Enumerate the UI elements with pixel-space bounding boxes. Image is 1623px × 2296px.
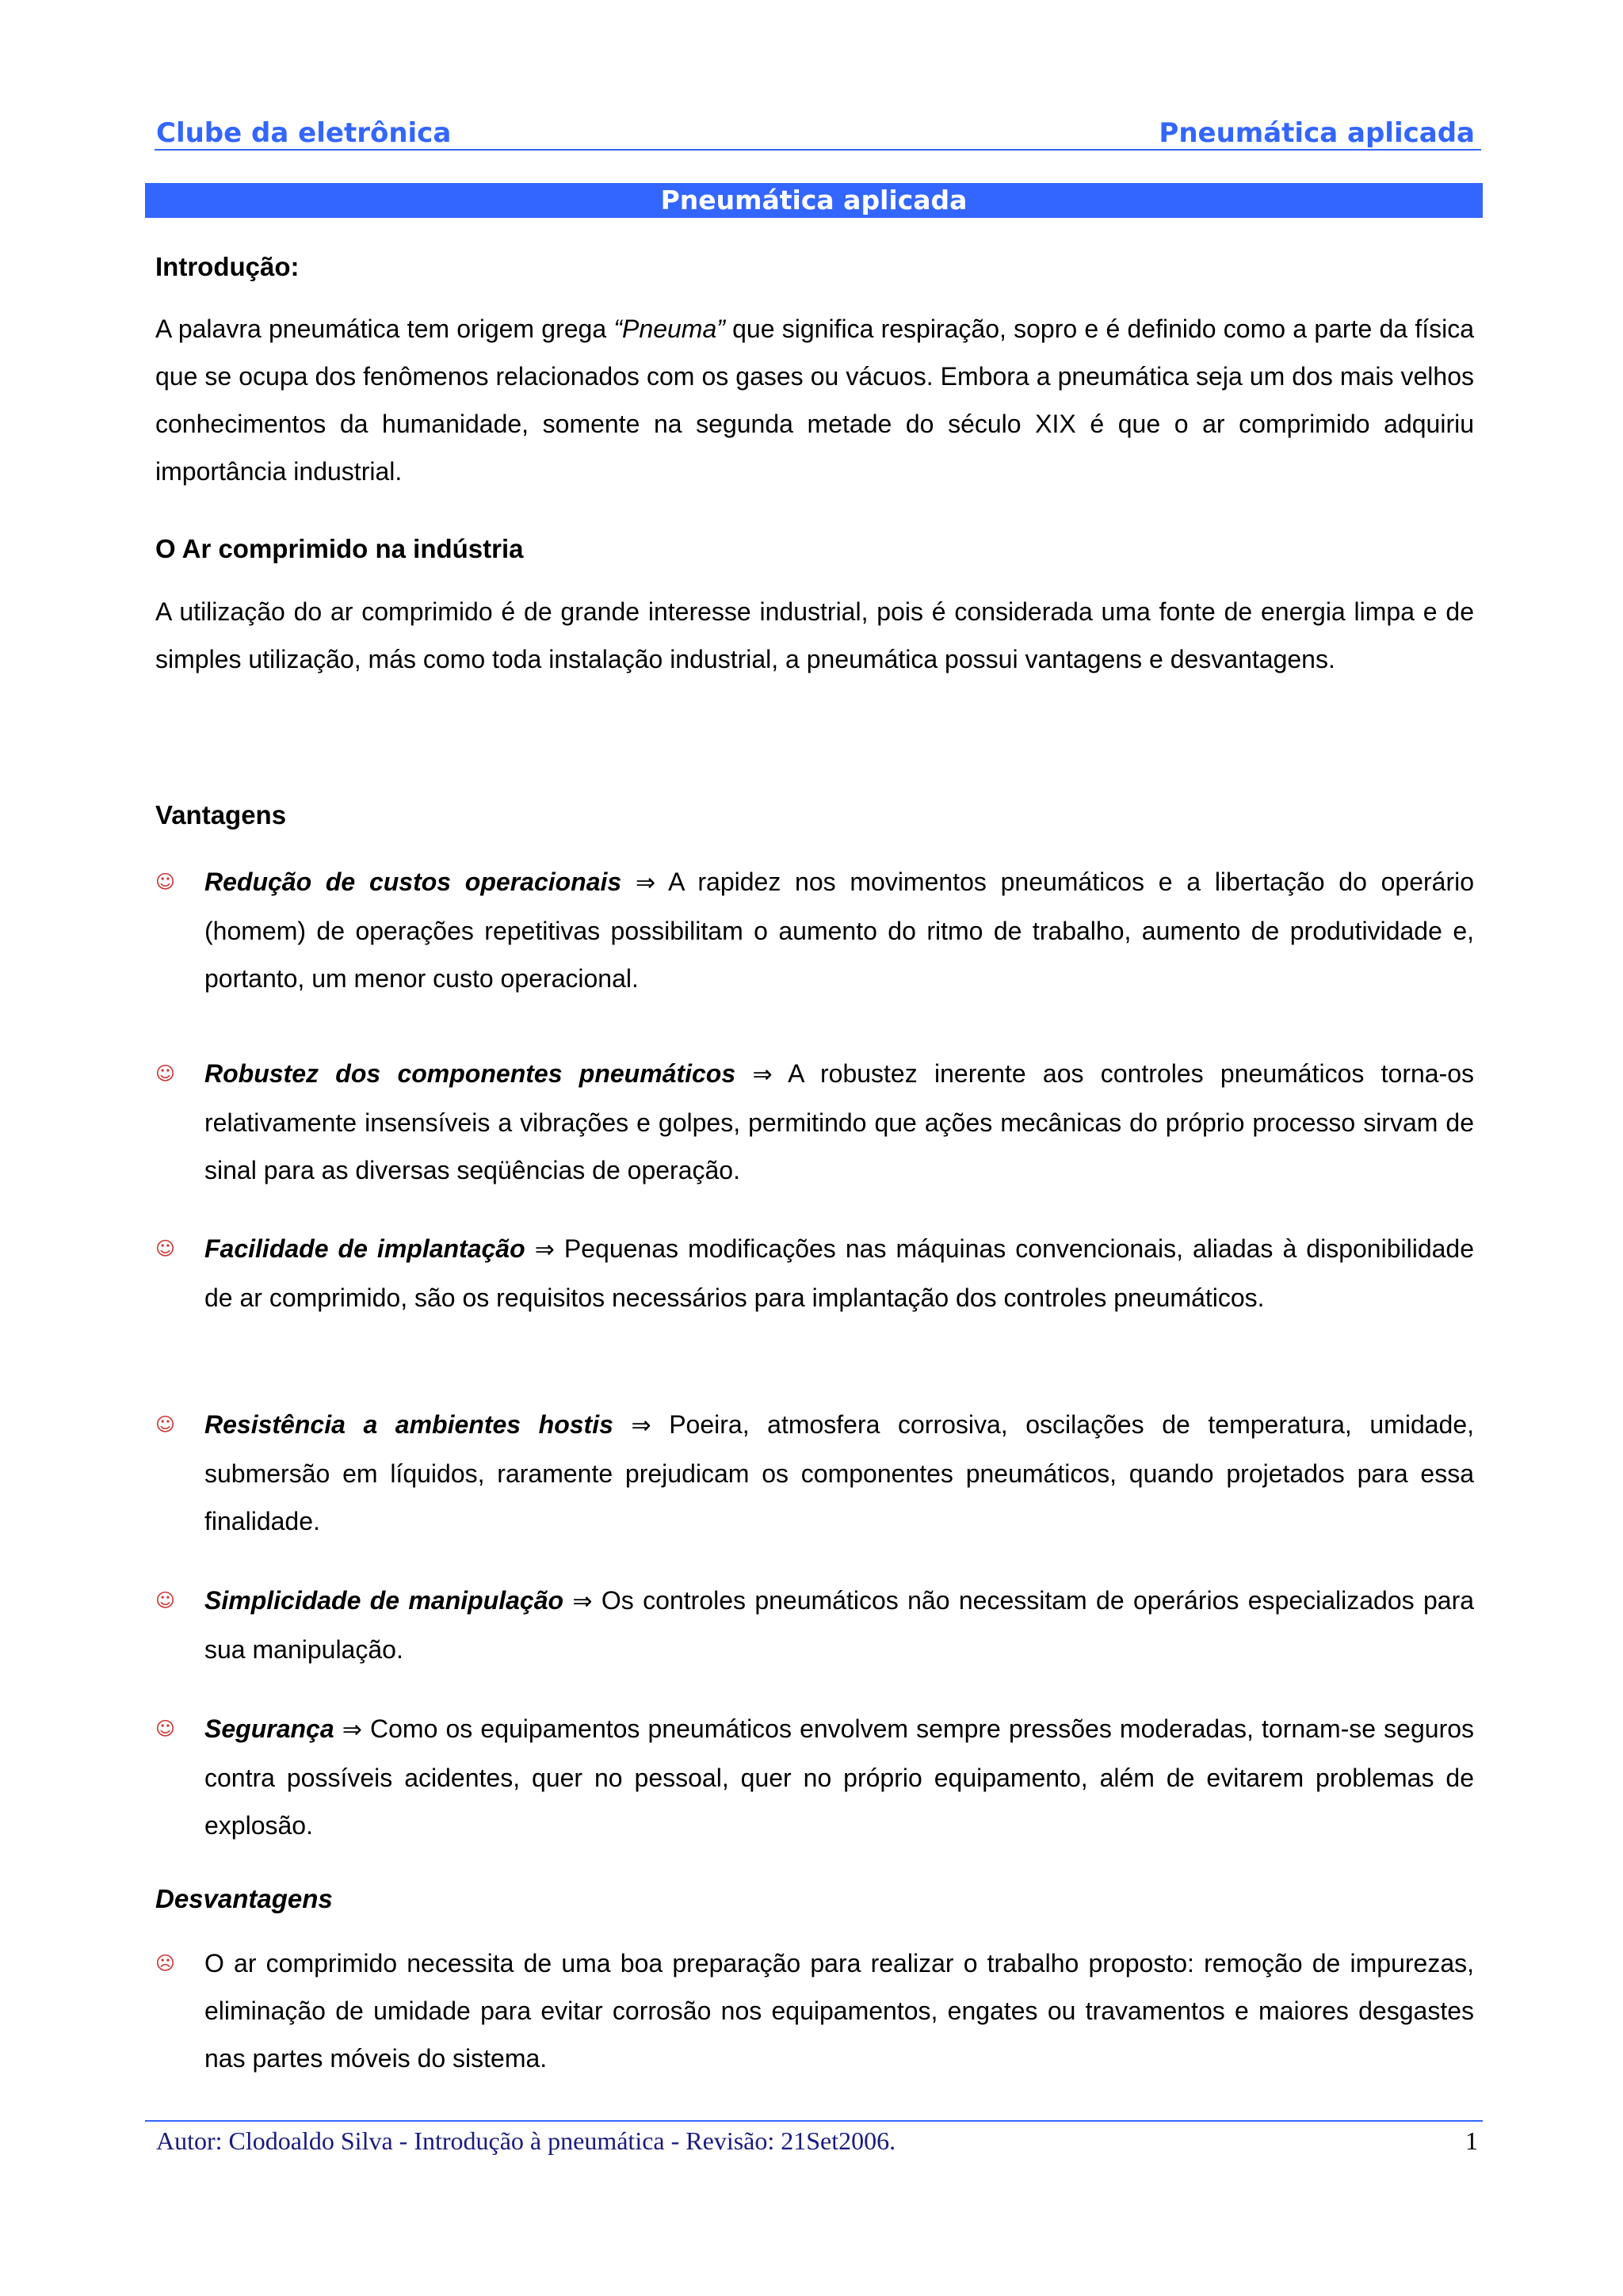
header-left-title: Clube da eletrônica: [156, 117, 452, 149]
advantage-term: Facilidade de implantação: [204, 1234, 525, 1263]
advantage-item: [155, 1225, 1474, 1322]
advantage-text: Os controles pneumáticos não necessitam de operários especializados para sua manipulação.: [204, 1586, 1475, 1664]
smiley-icon: ☺: [155, 1413, 176, 1436]
advantage-item: [155, 858, 1474, 1002]
frown-icon: ☹: [155, 1952, 176, 1974]
advantage-text: Poeira, atmosfera corrosiva, oscilações de temperatura, umidade, submersão em líquidos, raramente prejudicam os componentes pneumáticos, quando projetados para essa finalidade.: [204, 1410, 1475, 1535]
smiley-icon: ☺: [155, 1589, 176, 1611]
header-right-title: Pneumática aplicada: [1159, 117, 1475, 149]
advantage-item: [155, 1050, 1474, 1194]
double-arrow-icon: ⇒: [631, 1412, 651, 1440]
smiley-icon: ☺: [155, 1062, 176, 1085]
page-number: 1: [1465, 2126, 1478, 2155]
page-footer: [145, 2120, 1483, 2155]
disadvantages-heading: Desvantagens: [155, 1884, 333, 1913]
industry-heading: O Ar comprimido na indústria: [155, 534, 524, 563]
double-arrow-icon: ⇒: [635, 869, 656, 897]
industry-paragraph: A utilização do ar comprimido é de grande interesse industrial, pois é considerada uma fonte de energia limpa e de simples utilização, más como toda instalação industrial, a pneumática possui vantagens e desvantagens.: [155, 597, 1474, 673]
advantage-text: A rapidez nos movimentos pneumáticos e a libertação do operário (homem) de operações repetitivas possibilitam o aumento do ritmo de trabalho, aumento de produtividade e, portanto, um menor custo operacional.: [204, 868, 1475, 993]
double-arrow-icon: ⇒: [572, 1588, 593, 1615]
double-arrow-icon: ⇒: [342, 1716, 362, 1744]
advantage-term: Segurança: [204, 1714, 334, 1743]
footer-author: Autor: Clodoaldo Silva - Introdução à pneumática - Revisão: 21Set2006.: [156, 2126, 896, 2155]
advantage-item: [155, 1705, 1474, 1849]
intro-heading: Introdução:: [155, 252, 300, 281]
advantage-text: Como os equipamentos pneumáticos envolvem sempre pressões moderadas, tornam-se seguros contra possíveis acidentes, quer no pessoal, quer no próprio equipamento, além de evitarem problemas de explosão.: [204, 1714, 1475, 1840]
advantage-item: [155, 1577, 1474, 1673]
page-header: [155, 117, 1481, 151]
advantage-term: Resistência a ambientes hostis: [204, 1410, 613, 1439]
disadvantage-item: [155, 1939, 1474, 2082]
smiley-icon: ☺: [155, 1238, 176, 1260]
intro-text-after: que significa respiração, sopro e é definido como a parte da física que se ocupa dos fenômenos relacionados com os gases ou vácuos. Embora a pneumática seja um dos mais velhos conhecimentos da humanidade, somente na segunda metade do século XIX é que o ar comprimido adquiriu importância industrial.: [155, 315, 1475, 486]
advantage-term: Robustez dos componentes pneumáticos: [204, 1059, 736, 1088]
advantage-item: [155, 1401, 1474, 1545]
advantage-text: A robustez inerente aos controles pneumáticos torna-os relativamente insensíveis a vibrações e golpes, permitindo que ações mecânicas do próprio processo sirvam de sinal para as diversas seqüências de operação.: [204, 1059, 1475, 1184]
advantage-text: Pequenas modificações nas máquinas convencionais, aliadas à disponibilidade de ar comprimido, são os requisitos necessários para implantação dos controles pneumáticos.: [204, 1234, 1475, 1312]
title-banner: Pneumática aplicada: [145, 183, 1483, 218]
intro-emphasis: “Pneuma”: [613, 315, 725, 343]
smiley-icon: ☺: [155, 1718, 176, 1740]
disadvantage-text: O ar comprimido necessita de uma boa preparação para realizar o trabalho proposto: remoção de impurezas, eliminação de umidade para evitar corrosão nos equipamentos, engates ou travamentos e maiores desgastes nas partes móveis do sistema.: [204, 1949, 1474, 2073]
intro-paragraph: [155, 305, 1474, 495]
advantage-term: Redução de custos operacionais: [204, 868, 622, 896]
intro-text-before: A palavra pneumática tem origem grega: [155, 315, 614, 343]
advantages-heading: Vantagens: [155, 800, 287, 830]
smiley-icon: ☺: [155, 871, 176, 893]
double-arrow-icon: ⇒: [752, 1061, 773, 1089]
advantage-term: Simplicidade de manipulação: [204, 1586, 564, 1615]
double-arrow-icon: ⇒: [534, 1236, 555, 1264]
